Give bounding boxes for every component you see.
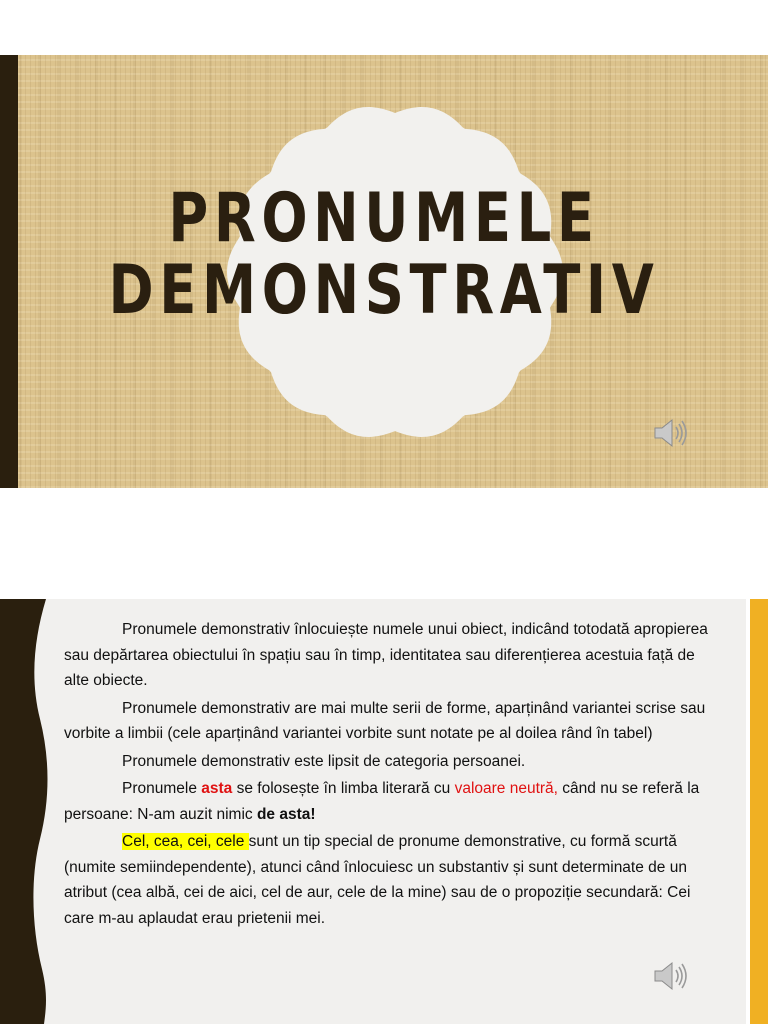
- paragraph-cel-cea: [64, 829, 714, 931]
- speaker-icon[interactable]: [652, 415, 692, 451]
- right-accent-bar: [750, 599, 768, 1024]
- bold-example: de asta!: [256, 805, 316, 823]
- slide-title: [77, 179, 691, 330]
- title-line-2: DEMONSTRATIV: [108, 251, 660, 330]
- text-segment: sunt un tip special de pronume demonstrative, cu formă scurtă (numite semiindependente), atunci când înlocuiesc un substantiv și sunt determinate de un atribut (cea albă, cei de aici, cel de aur, cele de la mine) sau de o propoziție secundară: Cei care m-au aplaudat erau prietenii mei.: [64, 833, 691, 927]
- content-slide: [0, 599, 768, 1024]
- red-phrase: valoare neutră,: [454, 780, 558, 797]
- text-segment: Pronumele: [122, 780, 202, 797]
- highlighted-forms: Cel, cea, cei, cele: [122, 833, 249, 850]
- title-slide: [0, 55, 768, 488]
- title-line-1: PRONUMELE: [168, 179, 600, 258]
- paragraph-asta: [64, 776, 714, 827]
- paragraph-person: Pronumele demonstrativ este lipsit de categoria persoanei.: [122, 752, 526, 770]
- text-segment: se folosește în limba literară cu: [232, 780, 455, 797]
- text-segment: când nu se referă la persoane: N-am auzit nimic: [64, 780, 700, 823]
- paragraph-forms: Pronumele demonstrativ are mai multe serii de forme, aparținând variantei scrise sau vorbite a limbii (cele aparținând variantei vorbite sunt notate pe al doilea rând în tabel): [64, 699, 706, 742]
- wave-border: [0, 599, 60, 1024]
- paragraph-definition: Pronumele demonstrativ înlocuiește numele unui obiect, indicând totodată apropierea sau depărtarea obiectului în spațiu sau în timp, identitatea sau diferențierea acestuia față de alte obiecte.: [64, 621, 708, 689]
- highlighted-word: asta: [201, 780, 233, 797]
- left-accent-bar: [0, 55, 18, 488]
- slide-body: [64, 617, 714, 933]
- speaker-icon[interactable]: [652, 958, 692, 994]
